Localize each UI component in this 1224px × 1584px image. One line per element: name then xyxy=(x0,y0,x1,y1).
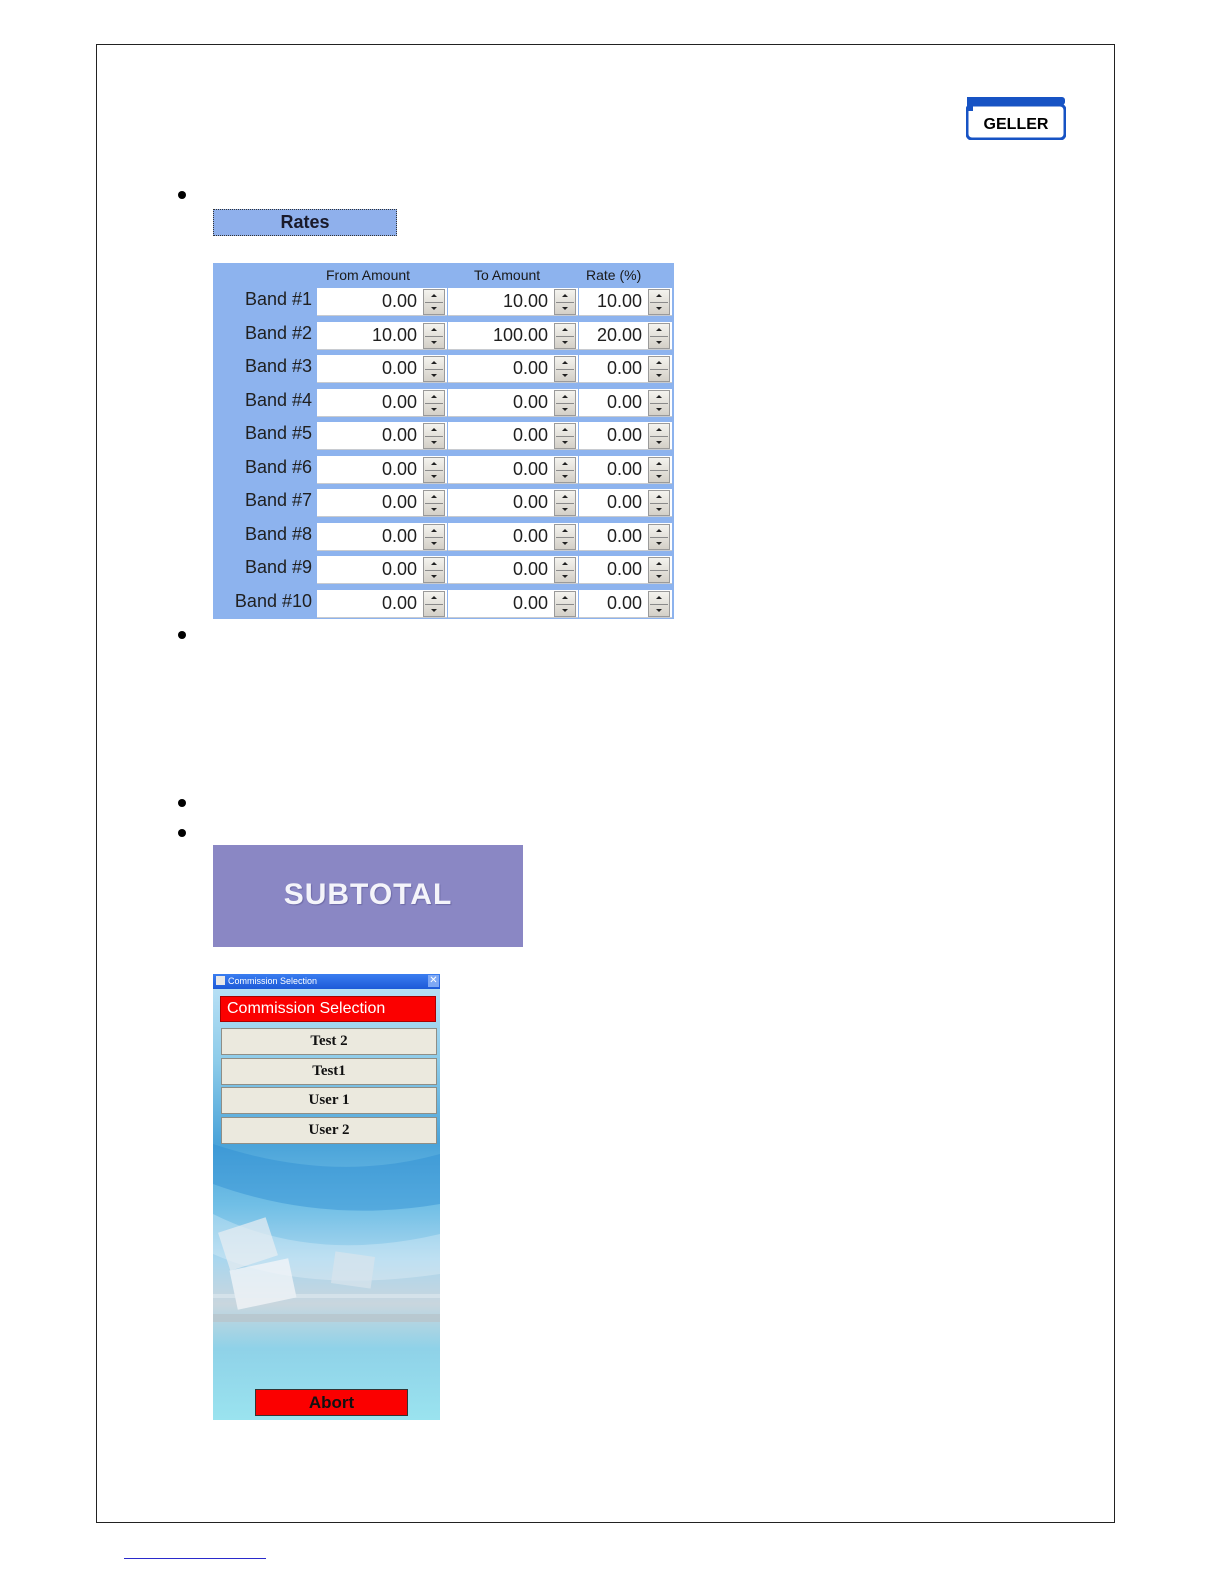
to-amount-spinner[interactable] xyxy=(448,355,578,383)
band-row xyxy=(213,319,674,353)
rate-spinner[interactable] xyxy=(579,489,672,517)
to-amount-spinner[interactable] xyxy=(448,288,578,316)
spin-arrows-icon[interactable] xyxy=(554,524,576,550)
rate-spinner[interactable] xyxy=(579,288,672,316)
rate-spinner[interactable] xyxy=(579,389,672,417)
rate-spinner[interactable] xyxy=(579,590,672,618)
from-amount-spinner[interactable] xyxy=(317,456,447,484)
spin-arrows-icon[interactable] xyxy=(648,524,670,550)
to-amount-value[interactable]: 0.00 xyxy=(512,492,548,513)
band-label: Band #3 xyxy=(244,356,312,377)
rate-value[interactable]: 10.00 xyxy=(596,291,642,311)
from-amount-spinner[interactable] xyxy=(317,590,447,618)
commission-header: Commission Selection xyxy=(220,996,436,1022)
spin-arrows-icon[interactable] xyxy=(648,591,670,617)
to-amount-value[interactable]: 0.00 xyxy=(512,358,548,379)
geller-logo xyxy=(966,96,1066,140)
band-label: Band #1 xyxy=(244,289,312,309)
spin-arrows-icon[interactable] xyxy=(554,457,576,483)
svg-text:GELLER: GELLER xyxy=(983,116,1049,133)
commission-option-test1[interactable]: Test1 xyxy=(221,1058,437,1085)
spin-arrows-icon[interactable] xyxy=(554,356,576,382)
rate-value[interactable]: 0.00 xyxy=(606,492,642,513)
rate-value[interactable]: 0.00 xyxy=(606,525,642,546)
col-header-to-amount: To Amount xyxy=(474,267,541,283)
band-label: Band #5 xyxy=(244,423,312,444)
spin-arrows-icon[interactable] xyxy=(648,557,670,583)
to-amount-spinner[interactable] xyxy=(448,489,578,517)
spin-arrows-icon[interactable] xyxy=(423,289,445,315)
band-row xyxy=(213,386,674,420)
band-label: Band #6 xyxy=(244,456,312,477)
from-amount-value[interactable]: 0.00 xyxy=(381,425,417,446)
footer-rule xyxy=(124,1558,266,1559)
to-amount-spinner[interactable] xyxy=(448,523,578,551)
spin-arrows-icon[interactable] xyxy=(423,591,445,617)
bullet xyxy=(178,631,186,639)
to-amount-value[interactable]: 0.00 xyxy=(512,391,548,412)
to-amount-value[interactable]: 0.00 xyxy=(512,458,548,479)
spin-arrows-icon[interactable] xyxy=(648,490,670,516)
col-header-rate: Rate (%) xyxy=(586,267,642,283)
rate-spinner[interactable] xyxy=(579,523,672,551)
spin-arrows-icon[interactable] xyxy=(554,591,576,617)
spin-arrows-icon[interactable] xyxy=(648,423,670,449)
rate-value[interactable]: 0.00 xyxy=(606,559,642,580)
commission-option-test-2[interactable]: Test 2 xyxy=(221,1028,437,1055)
subtotal-button[interactable]: SUBTOTAL xyxy=(213,845,523,947)
to-amount-spinner[interactable] xyxy=(448,556,578,584)
band-row xyxy=(213,587,674,621)
rate-value[interactable]: 0.00 xyxy=(606,391,642,412)
to-amount-spinner[interactable] xyxy=(448,322,578,350)
to-amount-spinner[interactable] xyxy=(448,456,578,484)
bullet xyxy=(178,191,186,199)
to-amount-spinner[interactable] xyxy=(448,422,578,450)
spin-arrows-icon[interactable] xyxy=(423,390,445,416)
to-amount-value[interactable]: 0.00 xyxy=(512,592,548,613)
commission-selection-window xyxy=(213,974,440,1420)
band-label: Band #2 xyxy=(244,322,312,343)
spin-arrows-icon[interactable] xyxy=(648,323,670,349)
from-amount-spinner[interactable] xyxy=(317,288,447,316)
spin-arrows-icon[interactable] xyxy=(648,356,670,382)
rate-spinner[interactable] xyxy=(579,456,672,484)
band-label: Band #7 xyxy=(244,490,312,511)
spin-arrows-icon[interactable] xyxy=(423,423,445,449)
from-amount-value[interactable]: 0.00 xyxy=(381,492,417,513)
from-amount-spinner[interactable] xyxy=(317,523,447,551)
from-amount-spinner[interactable] xyxy=(317,556,447,584)
col-header-from-amount: From Amount xyxy=(326,267,411,283)
spin-arrows-icon[interactable] xyxy=(648,289,670,315)
band-row xyxy=(213,419,674,453)
band-label: Band #4 xyxy=(244,389,312,410)
bullet xyxy=(178,829,186,837)
rate-spinner[interactable] xyxy=(579,422,672,450)
from-amount-value[interactable]: 0.00 xyxy=(381,525,417,546)
from-amount-value[interactable]: 10.00 xyxy=(371,324,417,345)
commission-option-user-2[interactable]: User 2 xyxy=(221,1117,437,1144)
band-row xyxy=(213,553,674,587)
spin-arrows-icon[interactable] xyxy=(648,457,670,483)
band-label: Band #10 xyxy=(234,590,312,611)
rate-spinner[interactable] xyxy=(579,556,672,584)
rates-table xyxy=(213,263,674,619)
spin-arrows-icon[interactable] xyxy=(554,557,576,583)
to-amount-value[interactable]: 0.00 xyxy=(512,559,548,580)
rate-value[interactable]: 0.00 xyxy=(606,592,642,613)
rate-spinner[interactable] xyxy=(579,355,672,383)
band-row xyxy=(213,285,674,319)
rate-spinner[interactable] xyxy=(579,322,672,350)
spin-arrows-icon[interactable] xyxy=(423,524,445,550)
spin-arrows-icon[interactable] xyxy=(423,457,445,483)
from-amount-spinner[interactable] xyxy=(317,389,447,417)
from-amount-spinner[interactable] xyxy=(317,489,447,517)
to-amount-value[interactable]: 0.00 xyxy=(512,525,548,546)
band-row xyxy=(213,520,674,554)
to-amount-spinner[interactable] xyxy=(448,389,578,417)
from-amount-spinner[interactable] xyxy=(317,422,447,450)
spin-arrows-icon[interactable] xyxy=(554,289,576,315)
app-icon xyxy=(216,976,225,985)
spin-arrows-icon[interactable] xyxy=(554,323,576,349)
background-artwork xyxy=(213,1144,440,1354)
to-amount-value[interactable]: 100.00 xyxy=(492,324,548,345)
window-title: Commission Selection xyxy=(228,976,318,986)
band-row xyxy=(213,352,674,386)
band-label: Band #8 xyxy=(244,523,312,544)
spin-arrows-icon[interactable] xyxy=(648,390,670,416)
spin-arrows-icon[interactable] xyxy=(423,557,445,583)
from-amount-value[interactable]: 0.00 xyxy=(381,592,417,613)
rate-value[interactable]: 0.00 xyxy=(606,458,642,479)
to-amount-spinner[interactable] xyxy=(448,590,578,618)
rates-title: Rates xyxy=(213,209,397,236)
from-amount-value[interactable]: 0.00 xyxy=(381,559,417,580)
band-row xyxy=(213,486,674,520)
to-amount-value[interactable]: 10.00 xyxy=(502,291,548,311)
window-titlebar xyxy=(213,974,440,989)
to-amount-value[interactable]: 0.00 xyxy=(512,425,548,446)
from-amount-spinner[interactable] xyxy=(317,355,447,383)
rate-value[interactable]: 0.00 xyxy=(606,358,642,379)
from-amount-value[interactable]: 0.00 xyxy=(381,391,417,412)
spin-arrows-icon[interactable] xyxy=(554,390,576,416)
spin-arrows-icon[interactable] xyxy=(423,323,445,349)
spin-arrows-icon[interactable] xyxy=(423,356,445,382)
spin-arrows-icon[interactable] xyxy=(554,423,576,449)
band-label: Band #9 xyxy=(244,557,312,578)
spin-arrows-icon[interactable] xyxy=(423,490,445,516)
from-amount-value[interactable]: 0.00 xyxy=(381,291,417,311)
rate-value[interactable]: 0.00 xyxy=(606,425,642,446)
rate-value[interactable]: 20.00 xyxy=(596,324,642,345)
commission-option-user-1[interactable]: User 1 xyxy=(221,1087,437,1114)
band-row xyxy=(213,453,674,487)
abort-button[interactable]: Abort xyxy=(255,1389,408,1416)
from-amount-value[interactable]: 0.00 xyxy=(381,458,417,479)
bullet xyxy=(178,799,186,807)
close-icon[interactable]: ✕ xyxy=(429,975,438,986)
from-amount-spinner[interactable] xyxy=(317,322,447,350)
from-amount-value[interactable]: 0.00 xyxy=(381,358,417,379)
spin-arrows-icon[interactable] xyxy=(554,490,576,516)
